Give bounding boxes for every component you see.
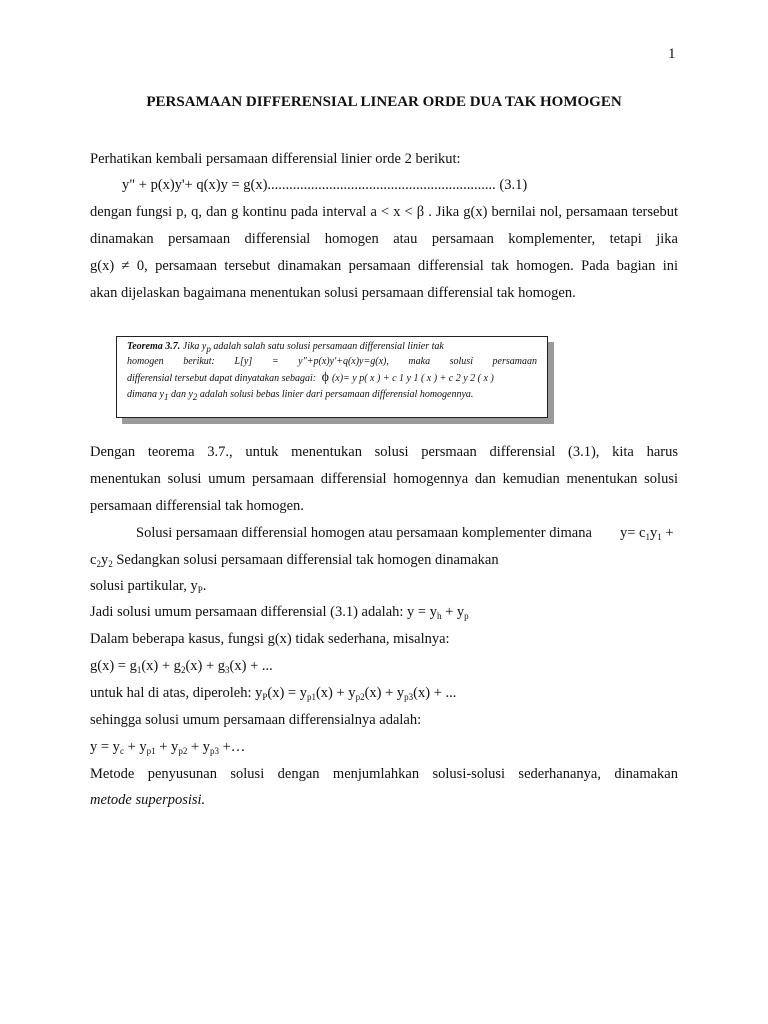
text-run: + y: [187, 739, 210, 755]
intro-line-1: Perhatikan kembali persamaan differensial linier orde 2 berikut:: [90, 151, 461, 167]
theorem-text: Jika y: [180, 341, 207, 352]
g-expansion-line: [90, 658, 273, 675]
text-run: +…: [219, 739, 246, 755]
page-number: 1: [668, 46, 676, 62]
text-run: .: [202, 578, 207, 594]
sub: p1: [146, 746, 156, 756]
general-solution-line: [90, 604, 469, 621]
theorem-text: adalah salah satu solusi persamaan differensial linier tak: [210, 341, 444, 352]
superposition-term: metode superposisi.: [90, 792, 206, 808]
sub: p3: [404, 692, 414, 702]
sub: p2: [178, 746, 188, 756]
sub: 1: [657, 532, 662, 542]
theorem-box: [116, 336, 548, 418]
theorem-text: adalah solusi bebas linier dari persamaan differensial homogennya.: [197, 389, 474, 400]
text-run: Jadi solusi umum persamaan differensial (3.1) adalah: y = y: [90, 604, 437, 620]
sub: P: [262, 692, 268, 702]
text-run: (x) + ...: [229, 658, 273, 674]
text-run: + y: [441, 604, 465, 620]
sub: p1: [306, 692, 316, 702]
intro-line-5: akan dijelaskan bagaimana menentukan solusi persamaan differensial tak homogen.: [90, 285, 576, 301]
sub: 2: [96, 559, 101, 569]
text-run: c: [90, 552, 97, 568]
sub: 2: [180, 665, 186, 675]
para-1-line-3: persamaan differensial tak homogen.: [90, 498, 304, 514]
sub: p3: [210, 746, 219, 756]
sub: h: [436, 611, 442, 621]
para-7: sehingga solusi umum persamaan differensialnya adalah:: [90, 712, 422, 728]
para-4: Dalam beberapa kasus, fungsi g(x) tidak sederhana, misalnya:: [90, 631, 450, 647]
theorem-sub: p: [206, 344, 211, 354]
theorem-text: dimana y: [127, 389, 164, 400]
theorem-label: Teorema 3.7.: [127, 341, 181, 352]
text-run: (x) + ...: [413, 685, 457, 701]
sub: 3: [225, 665, 230, 675]
text-run: y= c: [620, 525, 646, 541]
page-title: PERSAMAAN DIFFERENSIAL LINEAR ORDE DUA TAK HOMOGEN: [146, 94, 622, 110]
sub: 1: [645, 532, 650, 542]
text-run: g(x) = g: [90, 658, 137, 674]
text-run: y: [650, 525, 658, 541]
text-run: + y: [123, 739, 147, 755]
para-2-line-2: [90, 552, 499, 569]
para-2-line-3: [90, 578, 206, 595]
sub: c: [119, 746, 124, 756]
theorem-text: dan y: [168, 389, 193, 400]
sub: p2: [355, 692, 365, 702]
sub: P: [197, 585, 203, 595]
theorem-line-2: homogen berikut: L[y] = y"+p(x)y'+q(x)y=g(x), maka solusi persamaan: [127, 356, 537, 367]
text-run: (x) = y: [267, 685, 307, 701]
sub: 2: [108, 559, 113, 569]
theorem-line-4: [127, 387, 473, 405]
intro-line-2: dengan fungsi p, q, dan g kontinu pada interval a < x < β . Jika g(x) bernilai nol, persamaan tersebut: [90, 204, 678, 220]
para-2-line-1b: [620, 525, 674, 542]
para-1-line-2: menentukan solusi umum persamaan differensial homogennya dan kemudian menentukan solusi: [90, 471, 678, 487]
sub: p: [464, 611, 469, 621]
yp-expansion-line: [90, 685, 456, 702]
theorem-text: differensial tersebut dapat dinyatakan sebagai:: [127, 373, 317, 384]
theorem-sub: 2: [192, 392, 198, 402]
text-run: (x) + y: [315, 685, 356, 701]
theorem-line-3: [127, 370, 494, 387]
intro-line-4: g(x) ≠ 0, persamaan tersebut dinamakan persamaan differensial tak homogen. Pada bagian ini: [90, 258, 678, 274]
theorem-formula: (x)= y p( x ) + c 1 y 1 ( x ) + c 2 y 2 ( x ): [331, 373, 494, 384]
para-2-line-1a: Solusi persamaan differensial homogen atau persamaan komplementer dimana: [136, 525, 592, 541]
y-sum-line: [90, 739, 245, 756]
theorem-sub: 1: [163, 392, 169, 402]
text-run: y: [100, 552, 109, 568]
text-run: + y: [155, 739, 179, 755]
text-run: y = y: [90, 739, 120, 755]
text-run: (x) + g: [141, 658, 181, 674]
text-run: solusi partikular, y: [90, 578, 198, 594]
para-1-line-1: Dengan teorema 3.7., untuk menentukan solusi persmaan differensial (3.1), kita harus: [90, 444, 678, 460]
text-run: untuk hal di atas, diperoleh: y: [90, 685, 263, 701]
para-9-line-1: Metode penyusunan solusi dengan menjumlahkan solusi-solusi sederhananya, dinamakan: [90, 766, 678, 782]
text-run: Sedangkan solusi persamaan differensial tak homogen dinamakan: [112, 552, 499, 568]
phi-symbol: ϕ: [321, 370, 329, 385]
text-run: (x) + y: [364, 685, 405, 701]
intro-line-3: dinamakan persamaan differensial homogen atau persamaan komplementer, tetapi jika: [90, 231, 678, 247]
text-run: +: [661, 525, 674, 541]
equation-3-1: y" + p(x)y'+ q(x)y = g(x)............................................................... (3.1): [122, 177, 528, 193]
sub: 1: [136, 665, 142, 675]
text-run: (x) + g: [185, 658, 226, 674]
